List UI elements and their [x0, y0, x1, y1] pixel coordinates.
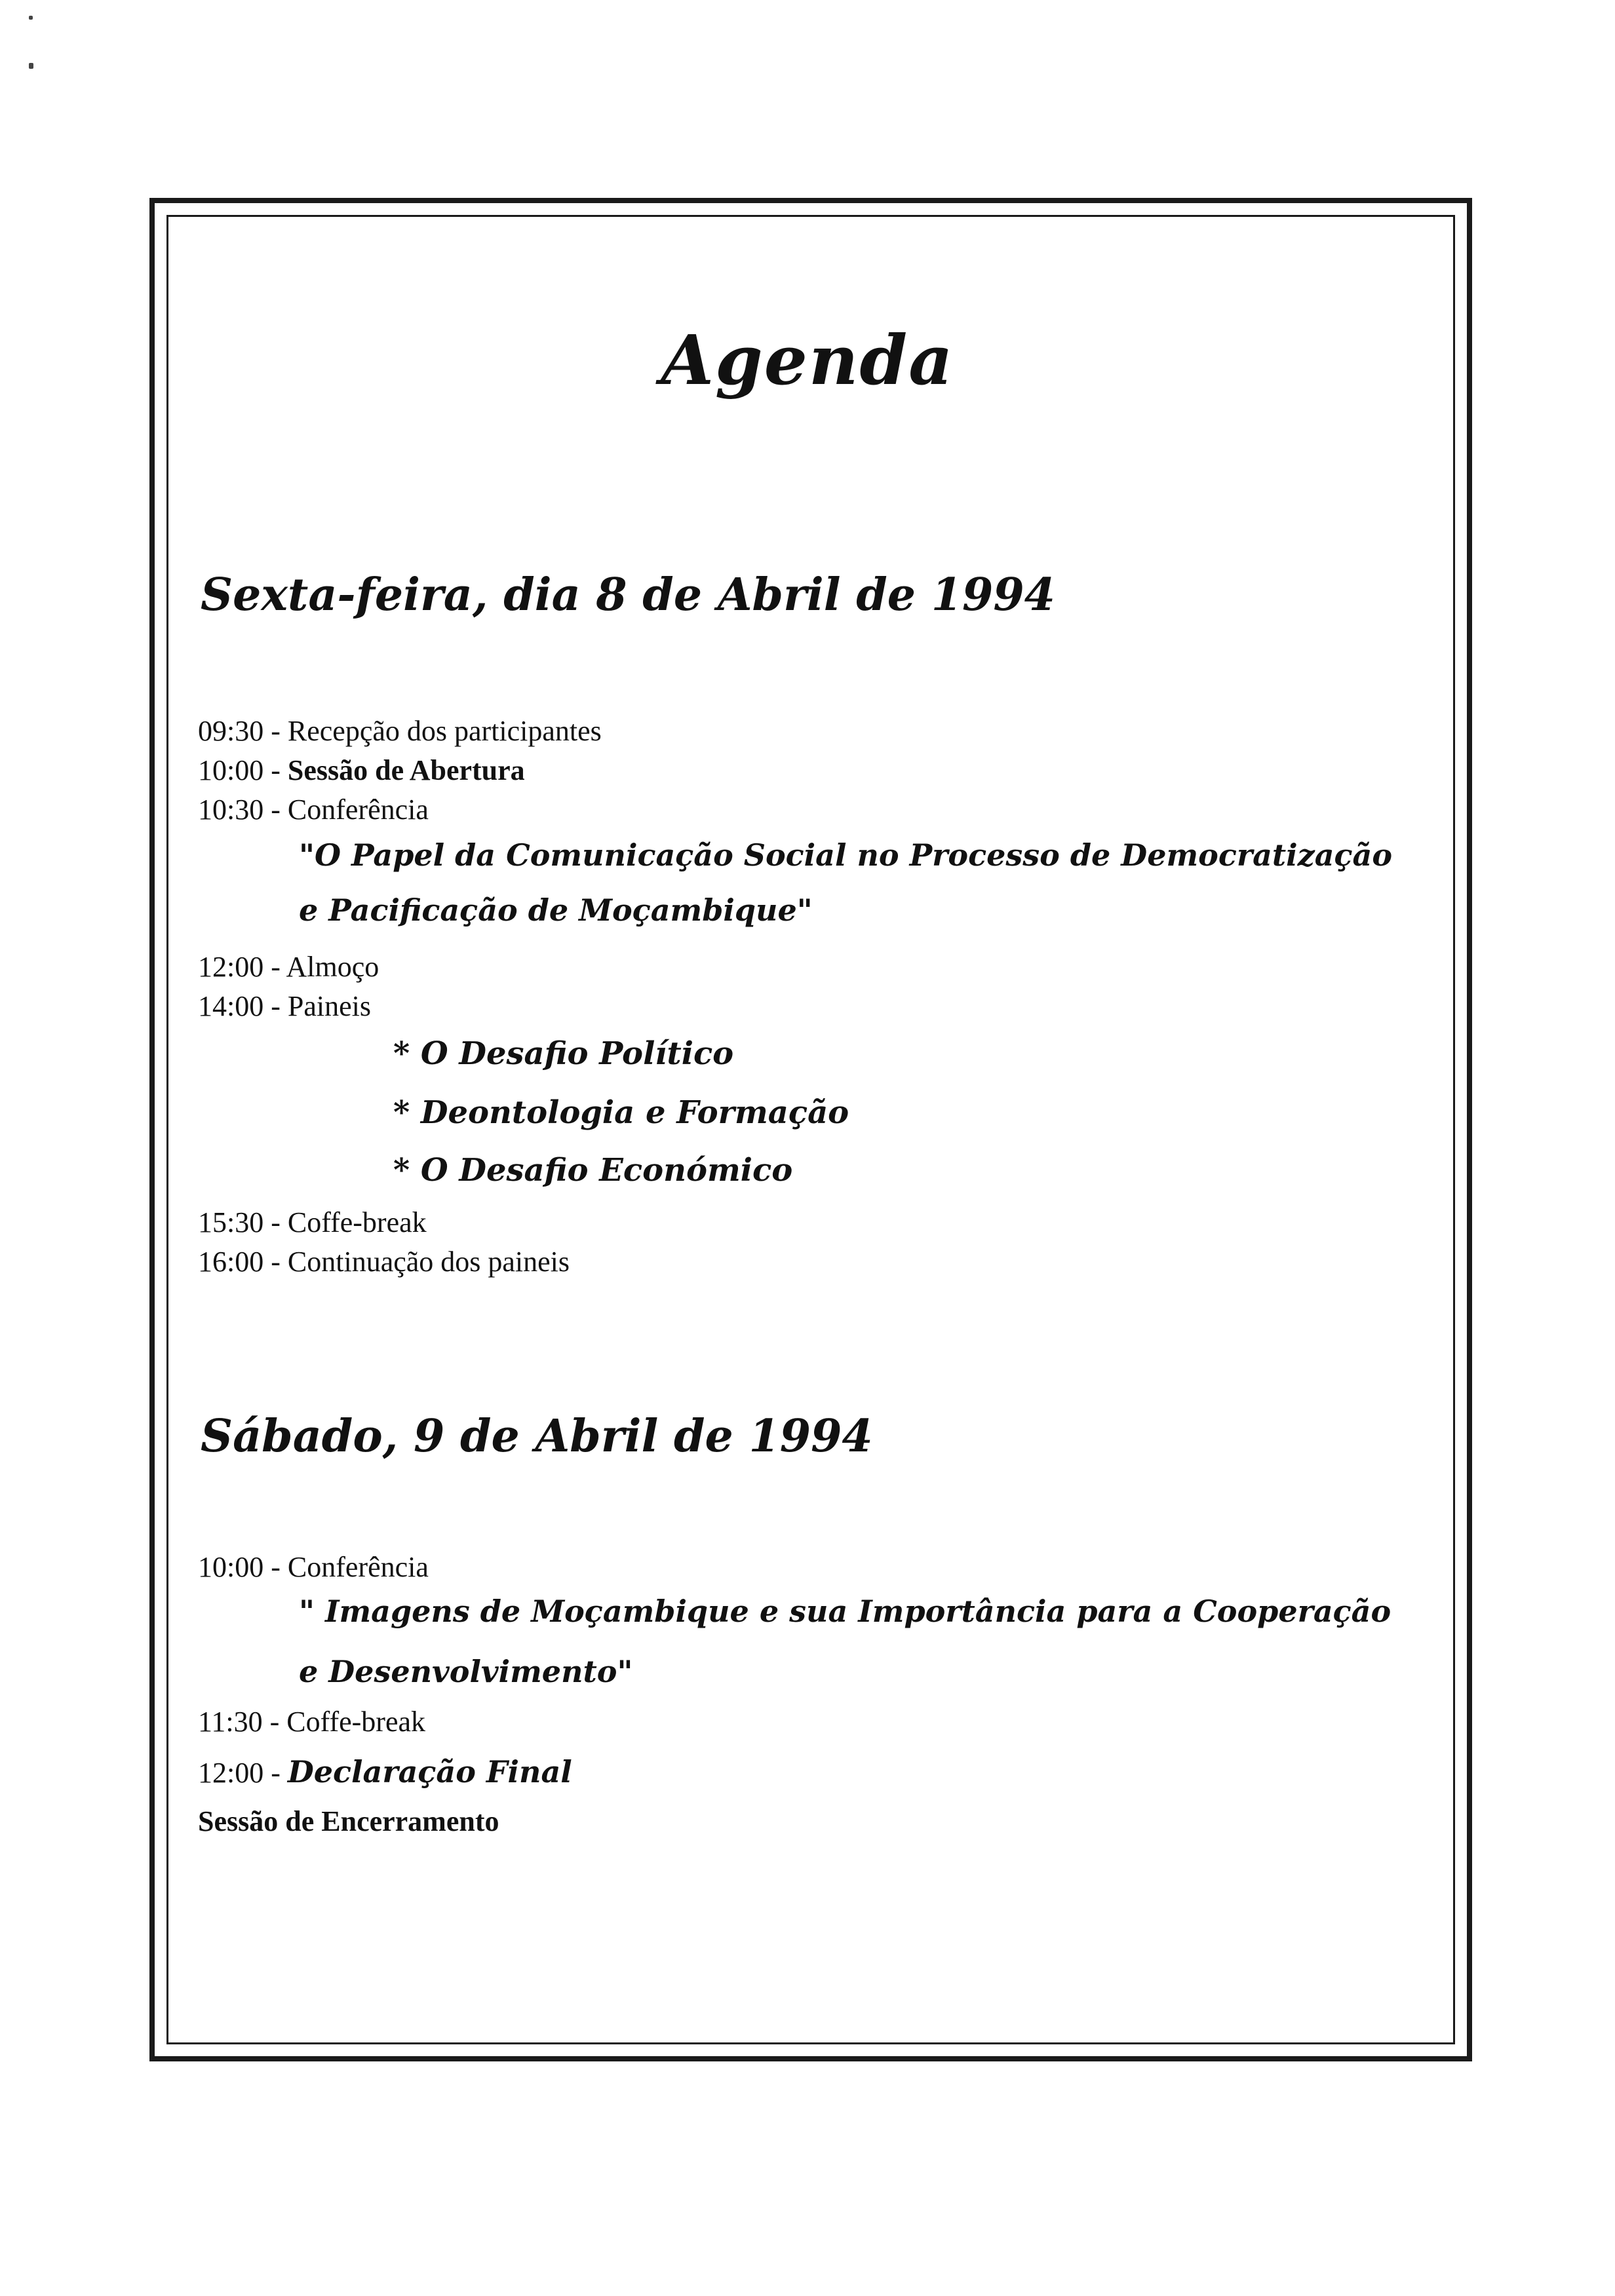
- agenda-item: [198, 1549, 429, 1586]
- agenda-item: [198, 988, 371, 1025]
- item-separator: -: [263, 754, 288, 786]
- conference-title-line1: "O Papel da Comunicação Social no Processo de Democratização: [299, 837, 1393, 873]
- page-title: Agenda: [661, 320, 954, 400]
- agenda-item: [198, 1753, 572, 1791]
- item-label: Conferência: [287, 794, 429, 826]
- agenda-item: [198, 1204, 427, 1241]
- agenda-item: [198, 949, 379, 985]
- item-time: 09:30: [198, 715, 264, 747]
- item-separator: -: [263, 1246, 288, 1278]
- conference-title-line2: e Desenvolvimento": [299, 1654, 633, 1689]
- item-label: Coffe-break: [287, 1206, 427, 1238]
- agenda-item: [198, 792, 429, 828]
- item-time: 12:00: [198, 951, 264, 983]
- closing-session: Sessão de Encerramento: [198, 1805, 499, 1837]
- item-label: Continuação dos paineis: [287, 1246, 570, 1278]
- item-separator: -: [263, 990, 288, 1022]
- item-separator: -: [262, 1706, 287, 1738]
- day1-heading: Sexta-feira, dia 8 de Abril de 1994: [201, 569, 1055, 621]
- item-label: Coffe-break: [286, 1706, 425, 1738]
- conference-title-line2: e Pacificação de Moçambique": [299, 892, 813, 928]
- scan-speck: [29, 16, 33, 20]
- item-separator: -: [263, 715, 288, 747]
- item-time: 11:30: [198, 1706, 263, 1738]
- scan-speck: [29, 63, 33, 69]
- item-time: 16:00: [198, 1246, 264, 1278]
- item-label: Declaração Final: [287, 1754, 572, 1789]
- agenda-item: [198, 1244, 570, 1280]
- item-label: Recepção dos participantes: [287, 715, 602, 747]
- item-separator: -: [263, 1551, 288, 1583]
- item-time: 12:00: [198, 1757, 264, 1789]
- panel-item: * Deontologia e Formação: [393, 1094, 849, 1131]
- panel-item: * O Desafio Económico: [393, 1152, 793, 1189]
- conference-title-line1: " Imagens de Moçambique e sua Importância para a Cooperação: [299, 1594, 1391, 1629]
- item-label: Paineis: [287, 990, 371, 1022]
- panel-item: * O Desafio Político: [393, 1035, 734, 1072]
- item-time: 10:30: [198, 794, 264, 826]
- day2-heading: Sábado, 9 de Abril de 1994: [201, 1410, 873, 1463]
- item-time: 10:00: [198, 754, 264, 786]
- agenda-item: [198, 713, 602, 750]
- agenda-item: [198, 752, 525, 789]
- item-label: Almoço: [286, 951, 379, 983]
- item-time: 15:30: [198, 1206, 264, 1238]
- item-label: Conferência: [287, 1551, 429, 1583]
- item-label: Sessão de Abertura: [287, 754, 525, 786]
- item-separator: -: [263, 1206, 288, 1238]
- item-time: 14:00: [198, 990, 264, 1022]
- item-time: 10:00: [198, 1551, 264, 1583]
- item-separator: -: [263, 951, 286, 983]
- item-separator: -: [263, 1757, 288, 1789]
- item-separator: -: [263, 794, 288, 826]
- agenda-item: [198, 1704, 425, 1740]
